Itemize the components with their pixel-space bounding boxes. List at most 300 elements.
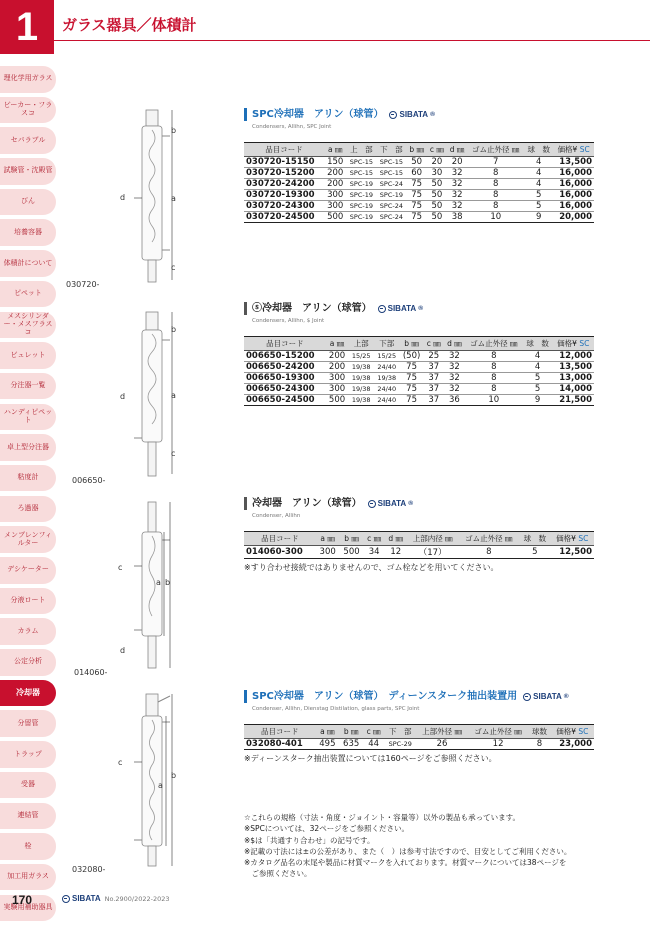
table-row bbox=[244, 212, 594, 223]
table-cell: 12 bbox=[468, 739, 528, 750]
item-code-cell: 006650-19300 bbox=[244, 373, 326, 384]
column-header bbox=[244, 532, 316, 546]
price-cell: 12,000 bbox=[553, 351, 595, 362]
brand-reg: ® bbox=[563, 693, 569, 700]
column-header bbox=[324, 143, 346, 157]
sidebar-item[interactable]: メンブレンフィルター bbox=[0, 526, 56, 553]
table-cell: 10 bbox=[467, 212, 524, 223]
table-cell: 200 bbox=[324, 168, 346, 179]
product-table bbox=[244, 142, 594, 223]
section-ts-allihn bbox=[244, 302, 594, 406]
column-header-text: d ㎜ bbox=[388, 534, 404, 543]
item-code-cell: 032080-401 bbox=[244, 739, 315, 750]
sidebar-item[interactable]: 連結管 bbox=[0, 803, 56, 830]
table-cell: 38 bbox=[447, 212, 468, 223]
column-header bbox=[523, 337, 553, 351]
sidebar-item[interactable]: 試験管・沈殿管 bbox=[0, 158, 56, 185]
column-header bbox=[407, 532, 459, 546]
table-cell: 36 bbox=[444, 395, 465, 406]
sibata-logo bbox=[378, 302, 424, 315]
column-header bbox=[528, 725, 550, 739]
sidebar-item[interactable]: 理化学用ガラス bbox=[0, 66, 56, 93]
item-code-cell: 030720-24200 bbox=[244, 179, 324, 190]
table-header-row bbox=[244, 725, 594, 739]
sidebar-item[interactable]: 実験用補助器具 bbox=[0, 895, 56, 922]
table-cell: 75 bbox=[400, 373, 424, 384]
column-header bbox=[376, 143, 406, 157]
column-header-text: b ㎜ bbox=[409, 145, 424, 154]
column-header bbox=[468, 725, 528, 739]
table-cell: SPC-15 bbox=[376, 157, 406, 168]
item-code-cell: 030720-19300 bbox=[244, 190, 324, 201]
table-cell: 4 bbox=[524, 157, 553, 168]
table-cell: 8 bbox=[459, 546, 520, 559]
sidebar-item[interactable]: 粘度計 bbox=[0, 465, 56, 492]
column-header-text: 品目コード bbox=[266, 339, 304, 348]
sidebar-item[interactable]: デシケーター bbox=[0, 557, 56, 584]
table-cell: 8 bbox=[465, 362, 523, 373]
sidebar-item[interactable]: 加工用ガラス bbox=[0, 864, 56, 891]
table-cell: 75 bbox=[406, 212, 427, 223]
section-subtitle: Condenser, Allihn bbox=[252, 513, 301, 519]
section-title bbox=[244, 690, 594, 703]
table-cell: 50 bbox=[427, 179, 447, 190]
column-header-text: c ㎜ bbox=[367, 534, 382, 543]
sidebar-item[interactable]: 卓上型分注器 bbox=[0, 434, 56, 461]
sidebar-item[interactable]: びん bbox=[0, 189, 56, 216]
sc-mark: SC bbox=[578, 534, 589, 543]
table-cell: 20 bbox=[427, 157, 447, 168]
price-cell: 13,500 bbox=[553, 157, 594, 168]
table-cell: 5 bbox=[524, 190, 553, 201]
sidebar-item[interactable]: 受器 bbox=[0, 772, 56, 799]
column-header bbox=[400, 337, 424, 351]
table-cell: SPC-24 bbox=[376, 212, 406, 223]
table-cell: SPC-19 bbox=[346, 190, 376, 201]
sidebar-item[interactable]: ピペット bbox=[0, 281, 56, 308]
price-cell: 14,000 bbox=[553, 384, 595, 395]
column-header-text: ゴム止外径 ㎜ bbox=[465, 534, 513, 543]
table-cell: 500 bbox=[326, 395, 349, 406]
table-cell: SPC-19 bbox=[346, 201, 376, 212]
table-cell: 8 bbox=[528, 739, 550, 750]
sibata-mark-icon bbox=[368, 500, 376, 508]
column-header-text: 球 数 bbox=[527, 145, 550, 154]
footnotes bbox=[244, 812, 604, 880]
column-header-text: ゴム止外径 ㎜ bbox=[474, 727, 522, 736]
table-cell: 200 bbox=[326, 362, 349, 373]
fig3-label-c: c bbox=[118, 563, 123, 572]
column-header bbox=[465, 337, 523, 351]
table-cell: 5 bbox=[523, 373, 553, 384]
fig3-code: 014060- bbox=[74, 668, 108, 677]
section-title-text: 冷却器 アリン（球管） bbox=[252, 498, 362, 509]
column-header bbox=[384, 725, 416, 739]
column-header-text: 下部 bbox=[379, 339, 395, 348]
column-header bbox=[459, 532, 520, 546]
table-cell: SPC-19 bbox=[346, 179, 376, 190]
column-header-text: 価格¥ bbox=[556, 727, 577, 736]
column-header-text: c ㎜ bbox=[366, 727, 381, 736]
column-header-text: 下 部 bbox=[380, 145, 403, 154]
item-code-cell: 006650-15200 bbox=[244, 351, 326, 362]
chapter-number: 1 bbox=[0, 0, 54, 54]
table-row bbox=[244, 395, 594, 406]
column-header bbox=[427, 143, 447, 157]
column-header-text: 球 数 bbox=[526, 339, 549, 348]
table-cell: 8 bbox=[467, 201, 524, 212]
table-cell: 50 bbox=[427, 212, 447, 223]
table-cell: 75 bbox=[406, 179, 427, 190]
fig2-code: 006650- bbox=[72, 476, 106, 485]
brand-name: SIBATA bbox=[533, 692, 562, 701]
section-title-text: SPC冷却器 アリン（球管） bbox=[252, 109, 384, 120]
column-header bbox=[385, 532, 407, 546]
table-cell: 60 bbox=[406, 168, 427, 179]
table-cell: 50 bbox=[427, 201, 447, 212]
sibata-logo bbox=[368, 497, 414, 510]
table-row bbox=[244, 739, 594, 750]
price-cell: 16,000 bbox=[553, 201, 594, 212]
footnote-line: ※$は「共通すり合わせ」の記号です。 bbox=[244, 835, 375, 845]
price-cell: 23,000 bbox=[551, 739, 594, 750]
sc-mark: SC bbox=[578, 727, 589, 736]
table-cell: 19/38 bbox=[374, 373, 400, 384]
table-cell: 19/38 bbox=[348, 384, 374, 395]
sidebar-item[interactable]: ビーカー・フラスコ bbox=[0, 97, 56, 124]
section-title bbox=[244, 302, 594, 315]
column-header-text: b ㎜ bbox=[404, 339, 419, 348]
sidebar-item[interactable]: 分留管 bbox=[0, 710, 56, 737]
table-cell: 20 bbox=[447, 157, 468, 168]
table-cell: 10 bbox=[465, 395, 523, 406]
table-cell: 32 bbox=[447, 201, 468, 212]
brand-name: SIBATA bbox=[72, 894, 101, 903]
table-cell: 32 bbox=[447, 168, 468, 179]
section-spc-dean-stark bbox=[244, 690, 594, 764]
fig2-label-c: c bbox=[171, 449, 176, 458]
page-number: 170 bbox=[12, 893, 33, 907]
sidebar-item[interactable]: メスシリンダー・メスフラスコ bbox=[0, 312, 56, 339]
column-header bbox=[340, 532, 364, 546]
price-cell: 21,500 bbox=[553, 395, 595, 406]
column-header-text: ゴム止外径 ㎜ bbox=[470, 339, 518, 348]
catalog-number: No.2900/2022-2023 bbox=[104, 894, 170, 903]
column-header-text: c ㎜ bbox=[429, 145, 444, 154]
brand-name: SIBATA bbox=[387, 304, 417, 313]
ts-joint-mark: ⓢ bbox=[252, 303, 262, 314]
table-cell: 12 bbox=[385, 546, 407, 559]
table-cell: 50 bbox=[427, 190, 447, 201]
fig3-label-a: a bbox=[156, 578, 161, 587]
price-cell: 13,500 bbox=[553, 362, 595, 373]
sidebar-item[interactable]: 分液ロート bbox=[0, 588, 56, 615]
table-row bbox=[244, 201, 594, 212]
fig4-label-c: c bbox=[118, 758, 123, 767]
product-table bbox=[244, 724, 594, 750]
column-header-text: d ㎜ bbox=[447, 339, 462, 348]
table-cell: 32 bbox=[447, 179, 468, 190]
table-row bbox=[244, 190, 594, 201]
table-row bbox=[244, 157, 594, 168]
column-header bbox=[346, 143, 376, 157]
column-header bbox=[519, 532, 550, 546]
footnote-line: ※カタログ品名の末尾や製品に材質マークを入れております。材質マークについては38ページを bbox=[244, 858, 567, 868]
table-cell: 8 bbox=[465, 351, 523, 362]
fig1-label-d: d bbox=[120, 193, 126, 202]
fig3-label-d: d bbox=[120, 646, 126, 655]
price-cell: 12,500 bbox=[550, 546, 594, 559]
item-code-cell: 030720-24300 bbox=[244, 201, 324, 212]
table-cell: 15/25 bbox=[374, 351, 400, 362]
column-header-text: 球 数 bbox=[523, 534, 547, 543]
footer-brand bbox=[62, 894, 170, 903]
table-cell: 19/38 bbox=[348, 373, 374, 384]
sibata-mark-icon bbox=[389, 111, 397, 119]
fig1-label-c: c bbox=[171, 263, 176, 272]
column-header-text: a ㎜ bbox=[327, 145, 343, 154]
table-cell: SPC-19 bbox=[346, 212, 376, 223]
table-cell: 9 bbox=[524, 212, 553, 223]
brand-name: SIBATA bbox=[399, 110, 429, 119]
table-cell: 8 bbox=[465, 373, 523, 384]
column-header bbox=[244, 143, 324, 157]
table-cell: 4 bbox=[524, 168, 553, 179]
column-header-text: d ㎜ bbox=[449, 145, 465, 154]
column-header-text: 品目コード bbox=[261, 534, 299, 543]
item-code-cell: 030720-15150 bbox=[244, 157, 324, 168]
chapter-title: ガラス器具／体積計 bbox=[62, 16, 197, 34]
column-header bbox=[467, 143, 524, 157]
table-header-row bbox=[244, 143, 594, 157]
table-cell: SPC-24 bbox=[376, 179, 406, 190]
table-cell: 25 bbox=[424, 351, 444, 362]
sibata-mark-icon bbox=[378, 305, 386, 313]
table-cell: 200 bbox=[324, 179, 346, 190]
sidebar-item[interactable]: 体積計について bbox=[0, 250, 56, 277]
column-header bbox=[424, 337, 444, 351]
column-header bbox=[553, 337, 595, 351]
sidebar-item[interactable]: ビュレット bbox=[0, 342, 56, 369]
table-cell: SPC-24 bbox=[376, 201, 406, 212]
footnote-line: ※SPCについては、32ページをご参照ください。 bbox=[244, 824, 410, 834]
table-cell: 15/25 bbox=[348, 351, 374, 362]
sidebar-item[interactable]: 冷却器 bbox=[0, 680, 56, 707]
column-header bbox=[553, 143, 594, 157]
table-cell: 50 bbox=[406, 157, 427, 168]
item-code-cell: 030720-15200 bbox=[244, 168, 324, 179]
column-header bbox=[406, 143, 427, 157]
price-cell: 20,000 bbox=[553, 212, 594, 223]
column-header bbox=[244, 337, 326, 351]
table-row bbox=[244, 373, 594, 384]
item-code-cell: 006650-24200 bbox=[244, 362, 326, 373]
sidebar-item[interactable]: ろ過器 bbox=[0, 496, 56, 523]
sidebar-index bbox=[0, 66, 56, 925]
section-note: ※ディーンスターク抽出装置については160ページをご参照ください。 bbox=[244, 754, 497, 763]
section-note: ※すり合わせ接続ではありませんので、ゴム栓などを用いてください。 bbox=[244, 563, 499, 572]
fig3-label-b: b bbox=[165, 578, 171, 587]
table-row bbox=[244, 384, 594, 395]
price-cell: 16,000 bbox=[553, 168, 594, 179]
sibata-logo bbox=[62, 894, 101, 903]
table-row bbox=[244, 179, 594, 190]
table-cell: SPC-19 bbox=[376, 190, 406, 201]
column-header-text: 球数 bbox=[531, 727, 547, 736]
column-header bbox=[315, 725, 339, 739]
brand-reg: ® bbox=[430, 111, 435, 118]
section-title bbox=[244, 108, 594, 121]
column-header bbox=[447, 143, 468, 157]
column-header bbox=[326, 337, 349, 351]
column-header bbox=[374, 337, 400, 351]
section-title bbox=[244, 497, 594, 510]
column-header bbox=[524, 143, 553, 157]
column-header-text: b ㎜ bbox=[343, 727, 359, 736]
brand-reg: ® bbox=[408, 500, 414, 507]
table-cell: 300 bbox=[326, 373, 349, 384]
footnote-line: ☆これらの規格（寸法・角度・ジョイント・容量等）以外の製品も承っています。 bbox=[244, 813, 520, 822]
sidebar-item[interactable]: ハンディピペット bbox=[0, 404, 56, 431]
table-cell: 4 bbox=[523, 351, 553, 362]
table-cell: SPC-15 bbox=[346, 157, 376, 168]
sidebar-item[interactable]: 公定分析 bbox=[0, 649, 56, 676]
sc-mark: SC bbox=[579, 339, 590, 348]
price-cell: 13,000 bbox=[553, 373, 595, 384]
table-cell: 5 bbox=[519, 546, 550, 559]
table-cell: 32 bbox=[444, 373, 465, 384]
column-header bbox=[363, 725, 384, 739]
fig2-label-b: b bbox=[171, 325, 177, 334]
table-cell: 8 bbox=[465, 384, 523, 395]
table-cell: （17） bbox=[407, 546, 459, 559]
column-header-text: 品目コード bbox=[265, 145, 303, 154]
table-header-row bbox=[244, 532, 594, 546]
column-header-text: c ㎜ bbox=[426, 339, 441, 348]
table-cell: 4 bbox=[523, 362, 553, 373]
brand-reg: ® bbox=[418, 305, 424, 312]
table-cell: SPC-29 bbox=[384, 739, 416, 750]
sidebar-item[interactable]: 培養容器 bbox=[0, 219, 56, 246]
sibata-logo bbox=[389, 108, 435, 121]
table-cell: 300 bbox=[324, 201, 346, 212]
section-title-text: SPC冷却器 アリン（球管） ディーンスターク抽出装置用 bbox=[252, 691, 518, 702]
fig1-label-a: a bbox=[171, 194, 176, 203]
sibata-logo bbox=[523, 690, 569, 703]
table-cell: 30 bbox=[427, 168, 447, 179]
table-row bbox=[244, 546, 594, 559]
footnote-line: ご参照ください。 bbox=[244, 869, 312, 879]
section-spc-allihn bbox=[244, 108, 594, 223]
column-header-text: a ㎜ bbox=[329, 339, 345, 348]
column-header-text: 上部 bbox=[353, 339, 369, 348]
table-cell: 500 bbox=[324, 212, 346, 223]
sidebar-item[interactable]: 分注器一覧 bbox=[0, 373, 56, 400]
fig4-label-b: b bbox=[171, 771, 177, 780]
table-row bbox=[244, 168, 594, 179]
table-cell: 8 bbox=[467, 168, 524, 179]
sidebar-item[interactable]: セパラブル bbox=[0, 127, 56, 154]
column-header bbox=[244, 725, 315, 739]
column-header-text: b ㎜ bbox=[344, 534, 359, 543]
table-cell: 32 bbox=[447, 190, 468, 201]
sidebar-item[interactable]: カラム bbox=[0, 618, 56, 645]
table-cell: 300 bbox=[316, 546, 340, 559]
fig1-code: 030720- bbox=[66, 280, 100, 289]
sidebar-item[interactable]: トラップ bbox=[0, 741, 56, 768]
column-header-text: 上 部 bbox=[350, 145, 373, 154]
table-cell: 5 bbox=[523, 384, 553, 395]
table-cell: 300 bbox=[326, 384, 349, 395]
table-cell: 200 bbox=[326, 351, 349, 362]
product-table bbox=[244, 336, 594, 406]
sibata-mark-icon bbox=[523, 693, 531, 701]
table-cell: (50) bbox=[400, 351, 424, 362]
table-cell: SPC-15 bbox=[346, 168, 376, 179]
section-title-text: 冷却器 アリン（球管） bbox=[262, 303, 372, 314]
sidebar-item[interactable]: 栓 bbox=[0, 833, 56, 860]
column-header-text: a ㎜ bbox=[320, 534, 335, 543]
table-cell: 7 bbox=[467, 157, 524, 168]
footnote-line: ※記載の寸法には±の公差があり、また（ ）は参考寸法ですので、目安としてご利用ください。 bbox=[244, 846, 572, 856]
table-cell: 37 bbox=[424, 395, 444, 406]
table-cell: 8 bbox=[467, 190, 524, 201]
sibata-mark-icon bbox=[62, 895, 70, 903]
table-cell: 37 bbox=[424, 373, 444, 384]
brand-name: SIBATA bbox=[377, 499, 407, 508]
table-cell: 9 bbox=[523, 395, 553, 406]
table-cell: 32 bbox=[444, 384, 465, 395]
table-cell: 300 bbox=[324, 190, 346, 201]
column-header bbox=[363, 532, 384, 546]
column-header bbox=[550, 532, 594, 546]
column-header-text: 上部外径 ㎜ bbox=[422, 727, 462, 736]
table-cell: 495 bbox=[315, 739, 339, 750]
column-header-text: 下 部 bbox=[388, 727, 412, 736]
fig4-code: 032080- bbox=[72, 865, 106, 874]
product-table bbox=[244, 531, 594, 559]
table-cell: 24/40 bbox=[374, 362, 400, 373]
item-code-cell: 006650-24300 bbox=[244, 384, 326, 395]
column-header-text: 価格¥ bbox=[556, 534, 576, 543]
column-header bbox=[316, 532, 340, 546]
column-header-text: a ㎜ bbox=[320, 727, 335, 736]
table-cell: 19/38 bbox=[348, 395, 374, 406]
column-header-text: 価格¥ bbox=[557, 339, 577, 348]
table-cell: 34 bbox=[363, 546, 384, 559]
column-header bbox=[339, 725, 363, 739]
table-cell: 75 bbox=[400, 384, 424, 395]
section-subtitle: Condenser, Allihn, Dienstag Distilation, glass parts, SPC Joint bbox=[252, 706, 420, 712]
fig2-label-a: a bbox=[171, 391, 176, 400]
table-cell: 75 bbox=[400, 362, 424, 373]
table-row bbox=[244, 351, 594, 362]
table-cell: 150 bbox=[324, 157, 346, 168]
table-cell: 24/40 bbox=[374, 395, 400, 406]
fig4-label-a: a bbox=[158, 781, 163, 790]
table-cell: 32 bbox=[444, 351, 465, 362]
table-header-row bbox=[244, 337, 594, 351]
table-cell: 44 bbox=[363, 739, 384, 750]
table-cell: 500 bbox=[340, 546, 364, 559]
section-subtitle: Condensers, Allihn, SPC Joint bbox=[252, 124, 332, 130]
column-header bbox=[551, 725, 594, 739]
column-header-text: ゴム止外径 ㎜ bbox=[472, 145, 520, 154]
fig2-label-d: d bbox=[120, 392, 126, 401]
fig1-label-b: b bbox=[171, 126, 177, 135]
table-cell: 26 bbox=[416, 739, 468, 750]
table-cell: 19/38 bbox=[348, 362, 374, 373]
